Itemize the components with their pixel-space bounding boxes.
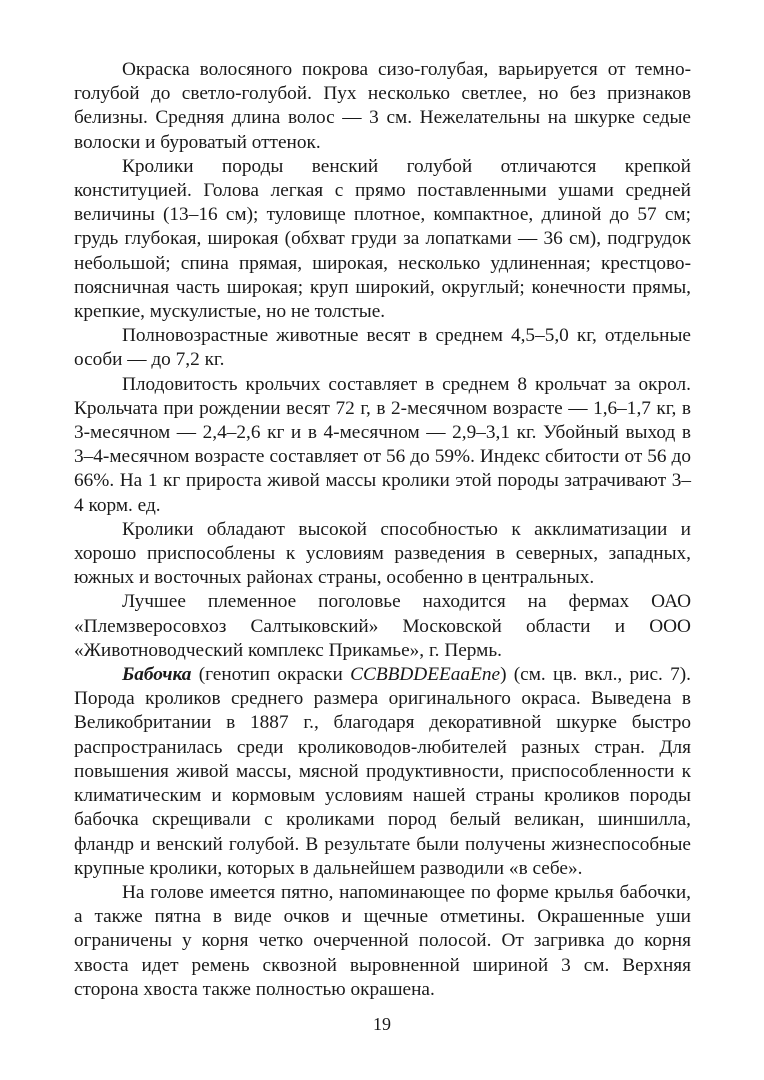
genotype-intro: (генотип окраски	[198, 664, 343, 686]
paragraph-markings: На голове имеется пятно, напоминающее по форме крылья бабочки, а также пятна в виде очков и щечные отметины. Окрашенные уши ограничены у корня четко очерченной полосой. От загривка до корня хвоста идет ремень сквозной выровненной шириной 3 см. Верхняя сторона хвоста также полностью окрашена.	[74, 881, 691, 1000]
breed-name: Бабочка	[122, 664, 192, 686]
butterfly-description: ) (см. цв. вкл., рис. 7). Порода кроликов среднего размера оригинального окраса. Выведена в Великобритании в 1887 г., благодаря декоративной шкурке быстро распространилась среди кролиководов-любителей разных стран. Для повышения живой массы, мясной продуктивности, приспособленности к климатическим и кормовым условиям нашей страны кроликов породы бабочка скрещивали с кроликами пород белый великан, шиншилла, фландр и венский голубой. В результате были получены жизнеспособные крупные кролики, которых в дальнейшем разводили «в себе».	[74, 664, 691, 879]
page-number: 19	[373, 1014, 391, 1034]
paragraph-breeding-farms: Лучшее племенное поголовье находится на фермах ОАО «Племзверосовхоз Салтыковский» Московской области и ООО «Животноводческий комплекс Прикамье», г. Пермь.	[74, 591, 691, 661]
paragraph-coat-color: Окраска волосяного покрова сизо-голубая, варьируется от темно-голубой до светло-голубой. Пух несколько светлее, но без признаков белизны. Средняя длина волос — 3 см. Нежелательны на шкурке седые волоски и буроватый оттенок.	[74, 59, 691, 153]
paragraph-butterfly-breed	[74, 663, 691, 881]
paragraph-constitution: Кролики породы венский голубой отличаются крепкой конституцией. Голова легкая с прямо поставленными ушами средней величины (13–16 см); туловище плотное, компактное, длиной до 57 см; грудь глубокая, широкая (обхват груди за лопатками — 36 см), подгрудок небольшой; спина прямая, широкая, несколько удлиненная; крестцово-поясничная часть широкая; круп широкий, округлый; конечности прямы, крепкие, мускулистые, но не толстые.	[74, 155, 691, 323]
paragraph-weight: Полновозрастные животные весят в среднем 4,5–5,0 кг, отдельные особи — до 7,2 кг.	[74, 325, 691, 371]
genotype-formula: CCBBDDEEaaEne	[350, 664, 501, 686]
page-body	[74, 58, 691, 1002]
paragraph-acclimatization: Кролики обладают высокой способностью к акклиматизации и хорошо приспособлены к условиям разведения в северных, западных, южных и восточных районах страны, особенно в центральных.	[74, 518, 691, 589]
paragraph-fertility: Плодовитость крольчих составляет в среднем 8 крольчат за окрол. Крольчата при рождении весят 72 г, в 2-месячном возрасте — 1,6–1,7 кг, в 3-месячном — 2,4–2,6 кг и в 4-месячном — 2,9–3,1 кг. Убойный выход в 3–4-месячном возрасте составляет от 56 до 59%. Индекс сбитости от 56 до 66%. На 1 кг прироста живой массы кролики этой породы затрачивают 3–4 корм. ед.	[74, 373, 691, 516]
